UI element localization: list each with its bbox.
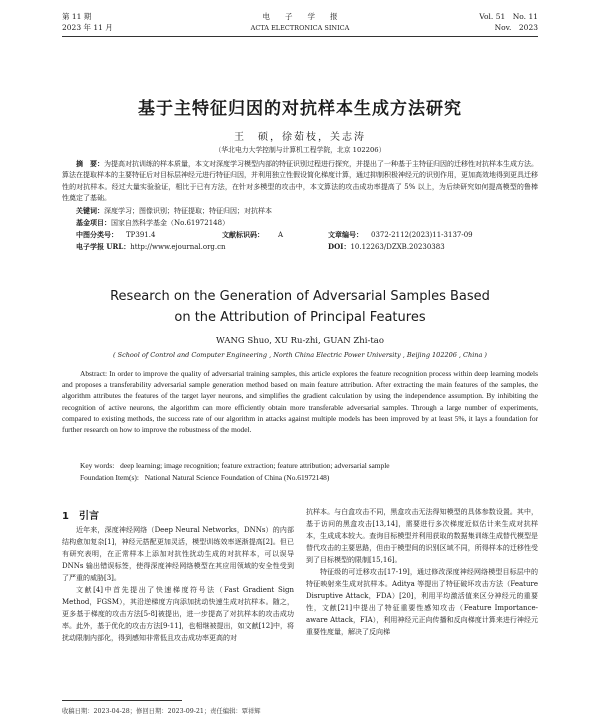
header-volume: Vol. 51 No. 11 (479, 12, 538, 21)
header-rule (62, 36, 538, 37)
url-value[interactable]: http://www.ejournal.org.cn (130, 243, 226, 251)
fund-zh (62, 217, 538, 229)
url-field (76, 241, 226, 253)
keywords-en-label: Key words: (80, 461, 115, 470)
intro-paragraph-3: 抗样本。与白盒攻击不同，黑盒攻击无法得知模型的具体参数设置。其中，基于访问的黑盒攻击[13,14]，需要进行多次梯度近似估计来生成对抗样本，生成成本较大。查询目标模型并利用获取的数据集训练生成替代模型是替代攻击的主要思路，但由于模型间的识别区域不同，所得样本的迁移性受到了目标模型的限制[15,16]。 (306, 508, 538, 564)
intro-paragraph-4: 特征级的可迁移攻击[17-19]，通过修改深度神经网络模型目标层中的特征映射来生成对抗样本。Aditya 等提出了特征破坏攻击方法（Feature Disruptive Attack，FDA）[20]，利用平均激活值来区分神经元的重要性，文献[21]中提出了特征重要性感知攻击（Feature Importance-aware Attack，FIA），利用神经元正向传播和反向梯度计算来进行神经元重要性度量，解决了反向梯 (306, 568, 538, 636)
keywords-en-text: deep learning; image recognition; feature extraction; feature attribution; adversarial sample (120, 461, 390, 470)
doc-code-value: A (278, 231, 284, 239)
affiliation-zh: （华北电力大学控制与计算机工程学院，北京 102206） (214, 146, 386, 154)
authors-en: WANG Shuo, XU Ru-zhi, GUAN Zhi-tao (216, 336, 384, 346)
fund-zh-text: 国家自然科学基金（No.61972148） (111, 219, 230, 227)
authors-zh: 王 硕，徐茹枝，关志涛 (234, 132, 366, 143)
affiliation-en: ( School of Control and Computer Engineering , North China Electric Power University , Beijing 102206 , China ) (113, 351, 487, 359)
article-no-label: 文章编号： (328, 230, 363, 239)
doi-field (328, 241, 445, 253)
url-label: 电子学报 URL： (76, 242, 131, 251)
intro-paragraph-2: 文献[4]中首先提出了快速梯度符号法（Fast Gradient Sign Method，FGSM），其沿逆梯度方向添加扰动快速生成对抗样本。随之，更多基于梯度的攻击方法[5-8]被提出，进一步提高了对抗样本的攻击成功率。此外，基于优化的攻击方法[9-11]，也相继被提出，如文献[12]中，将扰动限制内部化，得到感知非常低且攻击成功率更高的对 (62, 586, 294, 642)
doi-label: DOI： (328, 242, 351, 251)
article-no-field (328, 229, 473, 241)
abstract-zh-text: 为提高对抗训练的样本质量，本文对深度学习模型内部的特征识别过程进行探究，并提出了一种基于主特征归因的迁移性对抗样本生成方法。算法在提取样本的主要特征后对目标层神经元进行特征归因，并利用独立性假设简化梯度计算，通过抑制积极神经元的识别作用，更加高效地得到更具迁移性的对抗样本。经过大量实验验证，相比于已有方法，在针对多模型的攻击中，本文算法的攻击成功率提高了 5% 以上，为后续研究如何提高模型的鲁棒性奠定了基础。 (62, 160, 538, 202)
abstract-en (62, 368, 538, 435)
keywords-zh (62, 205, 538, 217)
header-date: 2023 年 11 月 (62, 23, 113, 32)
header-journal-zh: 电 子 学 报 (262, 12, 338, 21)
clc-value: TP391.4 (126, 231, 156, 239)
header-issue: 第 11 期 (62, 12, 92, 21)
article-no-value: 0372-2112(2023)11-3137-09 (371, 231, 473, 239)
abstract-en-text: In order to improve the quality of adversarial training samples, this article explores the feature recognition process within deep learning models and proposes a transferability adversarial sample generation method based on main feature attribution. After extracting the main features of the samples, the algorithm attributes the features of the target layer neurons, and simplifies the gradient calculation by using the independence assumption. By inhibiting the recognition of active neurons, the algorithm can more efficiently obtain more transferable adversarial samples. Through a large number of experiments, compared to existing methods, the success rate of our algorithm in attacks against multiple models has been improved by at least 5%, it lays a foundation for further research on how to improve the robustness of the model. (62, 369, 538, 435)
footer-rule (62, 700, 182, 701)
keywords-en (62, 460, 538, 471)
paper-title-en: Research on the Generation of Adversarial Samples Based on the Attribution of Principal Features (110, 289, 490, 325)
doi-value[interactable]: 10.12263/DZXB.20230383 (350, 243, 445, 251)
doc-code-field (222, 229, 283, 241)
intro-paragraph-1: 近年来，深度神经网络（Deep Neural Networks，DNNs）的内部结构愈加复杂[1]，神经元搭配更加灵活，模型训练效率逐渐提高[2]。但已有研究表明，在正常样本上添加对抗性扰动生成的对抗样本，可以误导 DNNs 输出错误标签，使得深度神经网络模型在其应用领域的安全性受到了严重的威胁[3]。 (62, 526, 294, 582)
clc-label: 中图分类号： (76, 230, 118, 239)
abstract-zh-label: 摘 要： (76, 159, 104, 168)
keywords-zh-text: 深度学习；图像识别；特征提取；特征归因；对抗样本 (104, 207, 272, 215)
clc-field (76, 229, 155, 241)
abstract-en-label: Abstract: (80, 369, 108, 378)
received-dates: 收稿日期：2023-04-28；修回日期：2023-09-21；责任编辑：覃祥辉 (62, 708, 261, 715)
section-heading-intro: 1 引言 (62, 511, 99, 522)
fund-en-label: Foundation Item(s): (80, 473, 139, 482)
fund-en (62, 472, 538, 483)
doc-code-label: 文献标识码： (222, 230, 264, 239)
body-right-column (306, 506, 538, 638)
header-journal-en: ACTA ELECTRONICA SINICA (250, 24, 350, 32)
abstract-zh (62, 158, 538, 204)
fund-en-text: National Natural Science Foundation of China (No.61972148) (144, 473, 330, 482)
keywords-zh-label: 关键词： (76, 206, 104, 215)
fund-zh-label: 基金项目： (76, 218, 111, 227)
paper-title-zh: 基于主特征归因的对抗样本生成方法研究 (138, 99, 462, 119)
header-month: Nov. 2023 (494, 23, 538, 32)
body-left-column (62, 524, 294, 644)
